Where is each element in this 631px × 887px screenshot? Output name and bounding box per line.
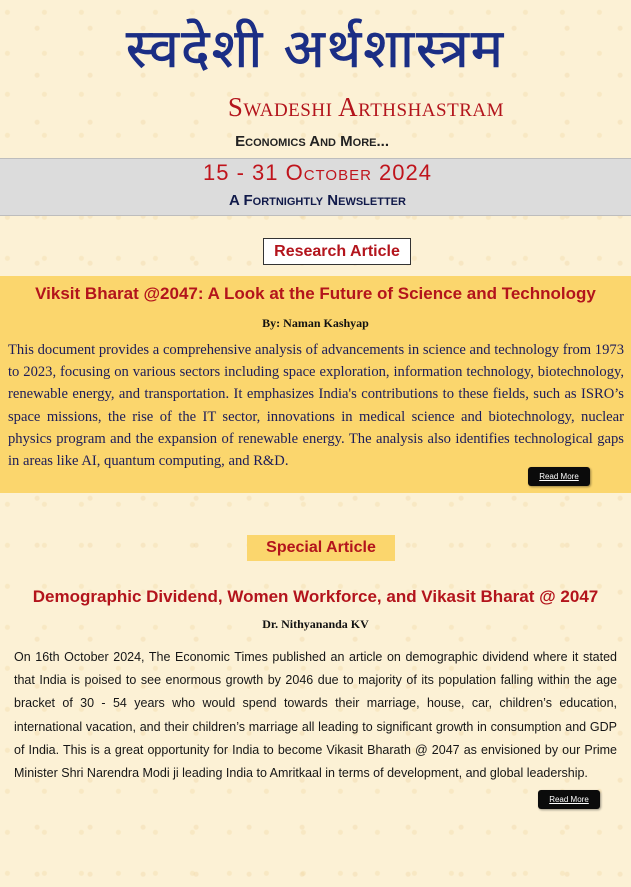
masthead-english-title: Swadeshi Arthshastram — [227, 92, 504, 122]
special-article-byline: Dr. Nithyananda KV — [262, 617, 369, 631]
special-article-body: On 16th October 2024, The Economic Times published an article on demographic dividend where it stated that India is poised to see enormous growth by 2046 due to majority of its population falling within the age bracket of 30 - 54 years who would spend towards their marriage, house, car, children’s education, international vacation, and their children’s marriage all leading to significant growth in consumption and GDP of India. This is a great opportunity for India to become Vikasit Bharath @ 2047 as envisioned by our Prime Minister Shri Narendra Modi ji leading India to Amritkaal in terms of development, and global leadership. — [14, 650, 617, 781]
newsletter-type: A Fortnightly Newsletter — [229, 192, 406, 209]
special-read-more-button[interactable]: Read More — [538, 790, 600, 809]
research-read-more-button[interactable]: Read More — [528, 467, 590, 486]
research-article-label: Research Article — [263, 238, 411, 265]
masthead-hindi-title: स्वदेशी अर्थशास्त्रम — [125, 17, 506, 80]
special-article-label: Special Article — [247, 535, 395, 561]
issue-date: 15 - 31 October 2024 — [202, 160, 432, 185]
research-article-byline: By: Naman Kashyap — [262, 316, 369, 330]
research-article-body: This document provides a comprehensive analysis of advancements in science and technology from 1973 to 2023, focusing on various sectors including space exploration, information technology, biotechnology, renewable energy, and transportation. It emphasizes India's contributions to these fields, such as ISRO’s space missions, the rise of the IT sector, innovations in medical science and biotechnology, nuclear physics program and the expansion of renewable energy. The analysis also identifies technological gaps in areas like AI, quantum computing, and R&D. — [8, 342, 624, 470]
research-article-title: Viksit Bharat @2047: A Look at the Future of Science and Technology — [35, 284, 596, 303]
special-article-title: Demographic Dividend, Women Workforce, and Vikasit Bharat @ 2047 — [32, 587, 599, 606]
masthead-tagline: Economics And More... — [235, 133, 389, 150]
